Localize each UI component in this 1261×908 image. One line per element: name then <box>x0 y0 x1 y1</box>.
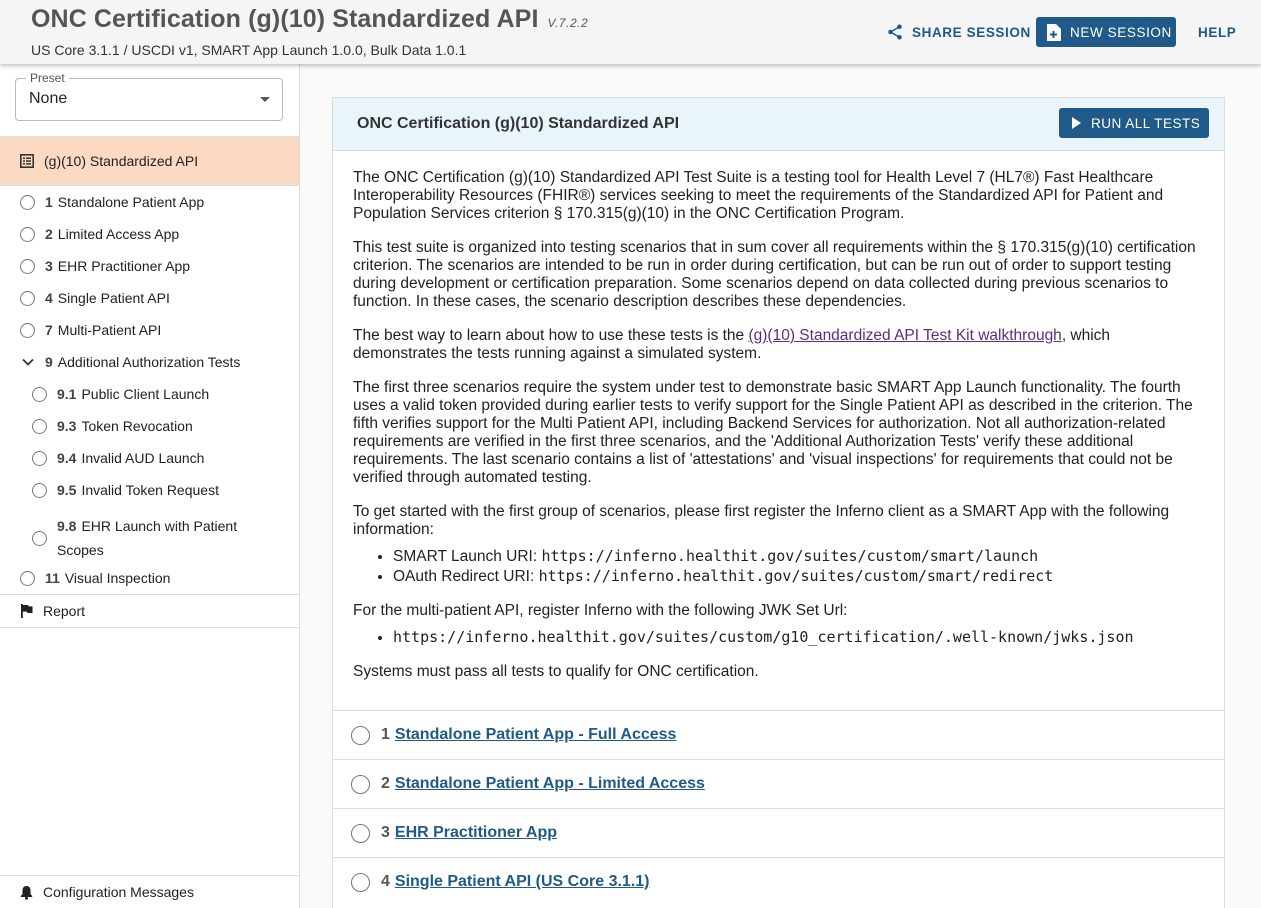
sidebar-item-number: 9.1 <box>57 386 77 402</box>
sidebar-item-single-patient-api[interactable] <box>20 290 170 306</box>
test-group-row <box>333 710 1224 759</box>
sidebar-item-additional-authorization-tests[interactable] <box>20 354 240 370</box>
app-title: ONC Certification (g)(10) Standardized API <box>31 5 539 33</box>
test-group-link[interactable]: Standalone Patient App - Limited Access <box>394 775 705 792</box>
test-group-link[interactable]: Single Patient API (US Core 3.1.1) <box>394 873 650 890</box>
sidebar-item-number: 9.4 <box>57 450 77 466</box>
title-row <box>31 5 588 34</box>
jwk-url-list <box>393 628 1208 647</box>
sidebar-item-number: 7 <box>45 322 53 338</box>
run-all-tests-button[interactable] <box>1059 108 1209 138</box>
status-circle-icon <box>20 195 35 210</box>
description-paragraph: Systems must pass all tests to qualify for ONC certification. <box>353 663 759 680</box>
test-group-link[interactable]: Standalone Patient App - Full Access <box>394 726 677 743</box>
suite-card <box>332 97 1225 908</box>
sidebar-item-line-1 <box>57 514 237 538</box>
sidebar-item-label: Multi-Patient API <box>57 322 162 338</box>
status-circle-icon <box>32 387 47 402</box>
status-circle-icon <box>32 483 47 498</box>
sidebar <box>0 64 300 908</box>
status-circle-icon <box>20 571 35 586</box>
sidebar-item-public-client-launch[interactable] <box>32 386 209 402</box>
flag-icon <box>20 604 33 618</box>
share-icon <box>886 23 904 41</box>
card-header <box>333 98 1224 151</box>
description-text: , which demonstrates the tests running against a simulated system. <box>353 327 1111 362</box>
sidebar-item-report[interactable] <box>0 594 299 628</box>
help-label: HELP <box>1198 24 1237 40</box>
share-session-button[interactable] <box>886 17 1031 47</box>
description-paragraph: The first three scenarios require the system under test to demonstrate basic SMART App Launch functionality. The fourth uses a valid token provided during earlier tests to verify support for the Single Patient API as described in the criterion. The fifth verifies support for the Multi Patient API, including Backend Services for authorization. Not all authorization-related requirements are verified in the first three scenarios, and the 'Additional Authorization Tests' verify these additional requirements. The last scenario contains a list of 'attestations' and 'visual inspections' for requirements that could not be verified through automated testing. <box>353 379 1193 486</box>
registration-uri-list <box>393 547 1208 586</box>
version-label: V.7.2.2 <box>547 16 589 30</box>
preset-select[interactable] <box>15 71 283 121</box>
sidebar-item-standalone-patient-app[interactable] <box>20 194 204 210</box>
redirect-uri-value: https://inferno.healthit.gov/suites/custom/smart/redirect <box>538 567 1054 585</box>
preset-value: None <box>29 90 68 107</box>
description-paragraph: To get started with the first group of scenarios, please first register the Inferno client as a SMART App with the following information: <box>353 503 1170 538</box>
sidebar-item-number: 11 <box>45 570 60 586</box>
description-paragraph <box>353 327 1208 363</box>
sidebar-item-visual-inspection[interactable] <box>20 570 170 586</box>
sidebar-item-number: 3 <box>45 258 53 274</box>
redirect-uri-label: OAuth Redirect URI: <box>393 568 539 585</box>
sidebar-item-label: EHR Launch with Patient <box>81 518 238 534</box>
sidebar-item-label: Standalone Patient App <box>57 194 205 210</box>
status-circle-icon <box>20 259 35 274</box>
sidebar-item-limited-access-app[interactable] <box>20 226 179 242</box>
test-group-number: 4 <box>381 873 390 890</box>
status-circle-icon <box>351 726 370 745</box>
test-group-link[interactable]: EHR Practitioner App <box>394 824 557 841</box>
sidebar-item-label: EHR Practitioner App <box>57 258 191 274</box>
report-label: Report <box>43 603 86 619</box>
sidebar-item-invalid-aud-launch[interactable] <box>32 450 204 466</box>
new-session-button[interactable] <box>1036 17 1176 47</box>
list-icon <box>20 154 34 168</box>
description-paragraph: The ONC Certification (g)(10) Standardized API Test Suite is a testing tool for Health Level 7 (HL7®) Fast Healthcare Interoperability Resources (FHIR®) services seeking to meet the requirements of the Standardized API for Patient and Population Services criterion § 170.315(g)(10) in the ONC Certification Program. <box>353 169 1164 222</box>
status-circle-icon <box>32 451 47 466</box>
dropdown-arrow-icon <box>260 97 270 102</box>
test-group-row <box>333 759 1224 808</box>
sidebar-item-label: Single Patient API <box>57 290 170 306</box>
sidebar-item-number: 9.8 <box>57 518 77 534</box>
preset-label: Preset <box>26 71 69 85</box>
new-session-label: NEW SESSION <box>1070 24 1172 40</box>
sidebar-item-text <box>57 514 237 562</box>
status-circle-icon <box>351 873 370 892</box>
play-icon <box>1071 117 1081 129</box>
bell-icon <box>20 885 33 900</box>
status-circle-icon <box>20 323 35 338</box>
sidebar-item-number: 9 <box>45 354 53 370</box>
sidebar-item-label: Invalid AUD Launch <box>81 450 205 466</box>
sidebar-item-label: Additional Authorization Tests <box>57 354 241 370</box>
sidebar-item-label-line-2: Scopes <box>57 542 104 558</box>
sidebar-item-label: Limited Access App <box>57 226 180 242</box>
share-session-label: SHARE SESSION <box>912 24 1031 40</box>
status-circle-icon <box>20 291 35 306</box>
sidebar-item-ehr-launch-patient-scopes[interactable] <box>32 514 237 562</box>
app-header <box>0 0 1261 64</box>
sidebar-item-number: 1 <box>45 194 53 210</box>
test-group-number: 2 <box>381 775 390 792</box>
sidebar-item-label: Visual Inspection <box>64 570 171 586</box>
help-button[interactable] <box>1198 17 1236 47</box>
status-circle-icon <box>32 419 47 434</box>
test-group-row <box>333 857 1224 906</box>
test-group-number: 1 <box>381 726 390 743</box>
suite-subtitle: US Core 3.1.1 / USCDI v1, SMART App Launch 1.0.0, Bulk Data 1.0.1 <box>31 42 467 58</box>
status-circle-icon <box>20 227 35 242</box>
card-title: ONC Certification (g)(10) Standardized API <box>357 115 680 132</box>
sidebar-item-multi-patient-api[interactable] <box>20 322 161 338</box>
list-item <box>393 567 1208 586</box>
test-group-row <box>333 808 1224 857</box>
new-file-icon <box>1046 24 1061 41</box>
configuration-messages-label: Configuration Messages <box>43 884 194 900</box>
list-item <box>393 628 1208 647</box>
run-all-tests-label: RUN ALL TESTS <box>1091 115 1201 131</box>
status-circle-icon <box>32 531 47 546</box>
list-item <box>393 547 1208 566</box>
sidebar-item-number: 9.3 <box>57 418 77 434</box>
sidebar-item-number: 2 <box>45 226 53 242</box>
main-content <box>300 64 1261 908</box>
launch-uri-label: SMART Launch URI: <box>393 548 542 565</box>
suite-description <box>353 169 1208 697</box>
status-circle-icon <box>351 824 370 843</box>
status-circle-icon <box>351 775 370 794</box>
suite-label: (g)(10) Standardized API <box>44 153 199 169</box>
sidebar-item-ehr-practitioner-app[interactable] <box>20 258 190 274</box>
sidebar-item-label: Public Client Launch <box>81 386 210 402</box>
test-group-number: 3 <box>381 824 390 841</box>
sidebar-item-label: Token Revocation <box>81 418 193 434</box>
walkthrough-link[interactable]: (g)(10) Standardized API Test Kit walkthrough <box>748 327 1062 344</box>
sidebar-item-token-revocation[interactable] <box>32 418 193 434</box>
sidebar-item-number: 9.5 <box>57 482 77 498</box>
launch-uri-value: https://inferno.healthit.gov/suites/custom/smart/launch <box>541 547 1039 565</box>
sidebar-item-invalid-token-request[interactable] <box>32 482 219 498</box>
sidebar-item-label: Invalid Token Request <box>81 482 219 498</box>
description-paragraph: This test suite is organized into testing scenarios that in sum cover all requirements within the § 170.315(g)(10) certification criterion. The scenarios are intended to be run in order during certification, but can be run out of order to support testing during development or certification preparation. Some scenarios depend on data collected during previous scenarios to function. In these cases, the scenario description describes these dependencies. <box>353 239 1196 310</box>
description-paragraph: For the multi-patient API, register Inferno with the following JWK Set Url: <box>353 602 848 619</box>
jwk-url-value: https://inferno.healthit.gov/suites/custom/g10_certification/.well-known/jwks.json <box>393 628 1134 646</box>
chevron-down-icon[interactable] <box>20 355 35 370</box>
sidebar-item-configuration-messages[interactable] <box>0 875 299 908</box>
description-text: The best way to learn about how to use these tests is the <box>353 327 749 344</box>
sidebar-item-number: 4 <box>45 290 53 306</box>
sidebar-item-suite[interactable] <box>0 136 299 186</box>
